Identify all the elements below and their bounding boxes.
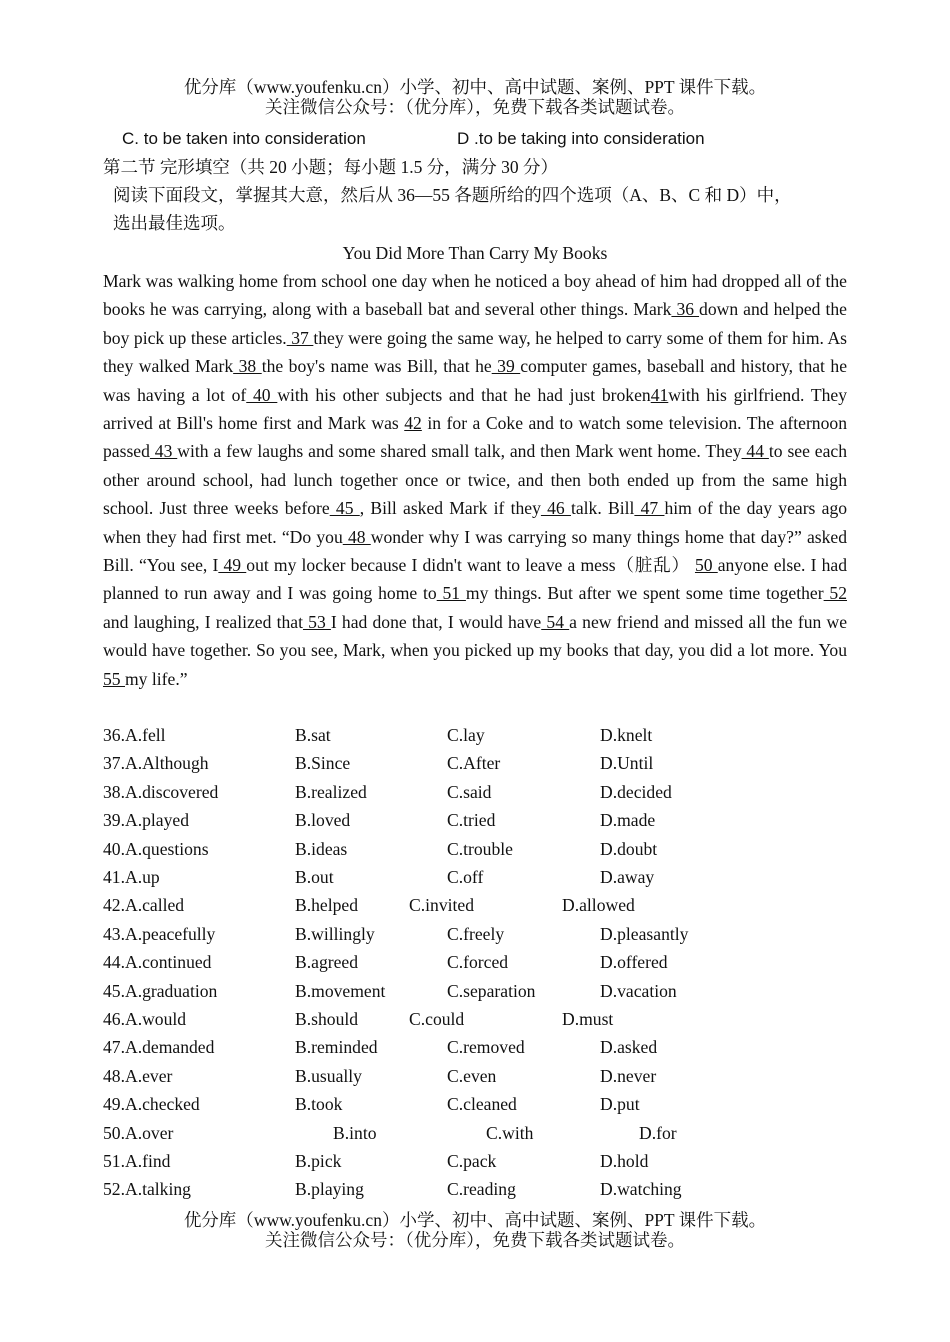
blank-number: 49 bbox=[218, 555, 247, 576]
option-a: 41.A.up bbox=[103, 867, 160, 887]
option-c: C.reading bbox=[447, 1179, 516, 1200]
option-b: B.took bbox=[295, 1094, 343, 1115]
blank-number: 50 bbox=[694, 555, 718, 576]
passage-text: in for a Coke and to watch some television. The afternoon passed bbox=[103, 413, 847, 462]
option-c: C.with bbox=[486, 1122, 534, 1143]
option-c: C.After bbox=[447, 753, 501, 774]
option-d: D.doubt bbox=[600, 838, 658, 859]
section-instruction-2: 选出最佳选项。 bbox=[113, 213, 236, 233]
option-d: D.allowed bbox=[562, 895, 635, 916]
passage-text: Mark was walking home from school one day when he noticed a boy ahead of him had dropped all of the books he was carrying, along with a baseball bat and several other things. Mark bbox=[103, 271, 847, 320]
blank-number: 47 bbox=[634, 498, 665, 519]
option-d: D.Until bbox=[600, 753, 654, 774]
blank-number: 44 bbox=[741, 441, 769, 462]
passage-text: talk. Bill bbox=[570, 498, 635, 519]
option-c: C.even bbox=[447, 1065, 497, 1086]
passage-text: him of the day years ago when they had first met. “Do you bbox=[103, 498, 848, 547]
option-b: B.helped bbox=[295, 895, 359, 916]
option-a: 49.A.checked bbox=[103, 1094, 200, 1115]
blank-number: 48 bbox=[342, 526, 371, 547]
option-b: B.sat bbox=[295, 725, 331, 745]
passage-text: anyone else. I had planned to run away and I was going home to bbox=[103, 555, 848, 604]
passage-text: computer games, baseball and history, that he was having a lot of bbox=[103, 356, 848, 405]
prev-option-c: C. to be taken into consideration bbox=[122, 129, 366, 148]
section-instruction-1: 阅读下面段文，掌握其大意，然后从 36—55 各题所给的四个选项（A、B、C 和 D）中， bbox=[113, 185, 792, 205]
option-d: D.for bbox=[639, 1122, 677, 1143]
passage-text: wonder why I was carrying so many things home that day?” asked Bill. “You see, I bbox=[103, 526, 848, 576]
option-a: 50.A.over bbox=[103, 1122, 174, 1143]
passage-text: my things. But after we spent some time together bbox=[465, 583, 824, 604]
option-a: 52.A.talking bbox=[103, 1179, 191, 1200]
option-c: C.separation bbox=[447, 980, 536, 1001]
blank-number: 52 bbox=[823, 583, 848, 604]
option-a: 39.A.played bbox=[103, 810, 189, 831]
option-a: 40.A.questions bbox=[103, 838, 209, 859]
option-d: D.put bbox=[600, 1094, 640, 1115]
option-d: D.vacation bbox=[600, 980, 677, 1001]
option-d: D.knelt bbox=[600, 725, 653, 745]
blank-number: 46 bbox=[540, 498, 571, 519]
option-a: 51.A.find bbox=[103, 1151, 171, 1171]
option-d: D.away bbox=[600, 867, 655, 887]
footer-line-1: 优分库（www.youfenku.cn）小学、初中、高中试题、案例、PPT 课件下载。 bbox=[183, 1210, 767, 1230]
blank-number: 39 bbox=[491, 356, 521, 377]
passage-text: a new friend and missed all the fun we would have together. So you see, Mark, when you picked up my books that day, you did a lot more. You bbox=[103, 611, 847, 661]
passage-text: I had done that, I would have bbox=[330, 611, 542, 632]
option-c: C.removed bbox=[447, 1037, 525, 1058]
option-b: B.usually bbox=[295, 1065, 362, 1086]
option-b: B.into bbox=[333, 1122, 377, 1143]
option-b: B.pick bbox=[295, 1151, 342, 1171]
passage-text: with his other subjects and that he had just broken bbox=[277, 384, 651, 405]
passage-text: and laughing, I realized that bbox=[103, 611, 303, 632]
passage-text: the boy's name was Bill, that he bbox=[261, 356, 492, 377]
passage-text: they were going the same way, he helped to carry some of them for him. As they walked Mark bbox=[103, 327, 847, 377]
blank-number: 51 bbox=[436, 583, 466, 604]
blank-number: 37 bbox=[286, 327, 314, 348]
option-c: C.invited bbox=[409, 895, 474, 916]
option-d: D.decided bbox=[600, 781, 672, 802]
option-c: C.could bbox=[409, 1009, 465, 1029]
header-line-1: 优分库（www.youfenku.cn）小学、初中、高中试题、案例、PPT 课件下载。 bbox=[183, 77, 767, 97]
option-d: D.must bbox=[562, 1009, 614, 1029]
option-a: 38.A.discovered bbox=[103, 781, 219, 802]
passage-text: down and helped the boy pick up these articles. bbox=[103, 299, 847, 348]
blank-number: 42 bbox=[404, 413, 422, 434]
section-heading: 第二节 完形填空（共 20 小题；每小题 1.5 分，满分 30 分） bbox=[103, 157, 558, 177]
option-d: D.offered bbox=[600, 952, 668, 973]
option-b: B.agreed bbox=[295, 952, 359, 973]
option-b: B.loved bbox=[295, 810, 351, 831]
blank-number: 36 bbox=[671, 299, 700, 320]
option-a: 37.A.Although bbox=[103, 753, 209, 774]
option-a: 44.A.continued bbox=[103, 952, 212, 973]
passage-text: out my locker because I didn't want to leave a mess（脏乱） bbox=[246, 555, 695, 576]
option-c: C.cleaned bbox=[447, 1094, 517, 1115]
option-a: 45.A.graduation bbox=[103, 980, 218, 1001]
footer-line-2: 关注微信公众号：（优分库），免费下载各类试题试卷。 bbox=[265, 1230, 685, 1250]
story-passage bbox=[103, 267, 847, 693]
option-a: 46.A.would bbox=[103, 1009, 187, 1029]
option-a: 43.A.peacefully bbox=[103, 923, 216, 944]
option-a: 48.A.ever bbox=[103, 1065, 173, 1086]
blank-number: 53 bbox=[302, 611, 331, 632]
option-a: 42.A.called bbox=[103, 895, 185, 916]
passage-text: with a few laughs and some shared small talk, and then Mark went home. They bbox=[177, 441, 742, 462]
blank-number: 40 bbox=[246, 384, 278, 405]
option-d: D.asked bbox=[600, 1037, 658, 1058]
option-d: D.never bbox=[600, 1065, 657, 1086]
option-c: C.pack bbox=[447, 1151, 497, 1171]
option-c: C.freely bbox=[447, 923, 505, 944]
option-b: B.Since bbox=[295, 753, 351, 774]
passage-text: my life.” bbox=[125, 668, 188, 689]
option-c: C.lay bbox=[447, 725, 485, 745]
option-b: B.movement bbox=[295, 980, 386, 1001]
blank-number: 41 bbox=[650, 384, 669, 405]
option-d: D.made bbox=[600, 810, 656, 831]
passage-text: to see each other around school, had lunch together once or twice, and then both ended up from the same high school. Just three weeks before bbox=[103, 441, 848, 519]
option-b: B.reminded bbox=[295, 1037, 378, 1058]
option-b: B.ideas bbox=[295, 838, 348, 859]
option-d: D.watching bbox=[600, 1179, 682, 1200]
option-c: C.trouble bbox=[447, 838, 513, 859]
option-b: B.playing bbox=[295, 1179, 364, 1200]
header-line-2: 关注微信公众号：（优分库），免费下载各类试题试卷。 bbox=[265, 97, 685, 117]
blank-number: 45 bbox=[329, 498, 360, 519]
passage-text: with his girlfriend. They arrived at Bill's home first and Mark was bbox=[103, 384, 847, 434]
blank-number: 55 bbox=[103, 668, 125, 689]
blank-number: 43 bbox=[149, 441, 178, 462]
option-c: C.tried bbox=[447, 810, 496, 831]
option-b: B.should bbox=[295, 1009, 359, 1029]
prev-option-d: D .to be taking into consideration bbox=[457, 129, 705, 148]
option-c: C.said bbox=[447, 781, 492, 802]
option-a: 47.A.demanded bbox=[103, 1037, 215, 1058]
option-a: 36.A.fell bbox=[103, 725, 166, 745]
option-c: C.off bbox=[447, 867, 484, 887]
option-b: B.willingly bbox=[295, 923, 375, 944]
blank-number: 54 bbox=[541, 611, 570, 632]
option-d: D.hold bbox=[600, 1151, 649, 1171]
option-d: D.pleasantly bbox=[600, 923, 689, 944]
blank-number: 38 bbox=[233, 356, 262, 377]
passage-text: , Bill asked Mark if they bbox=[359, 498, 541, 519]
option-b: B.out bbox=[295, 867, 334, 887]
option-b: B.realized bbox=[295, 781, 367, 802]
option-c: C.forced bbox=[447, 952, 509, 973]
story-title: You Did More Than Carry My Books bbox=[342, 243, 608, 263]
